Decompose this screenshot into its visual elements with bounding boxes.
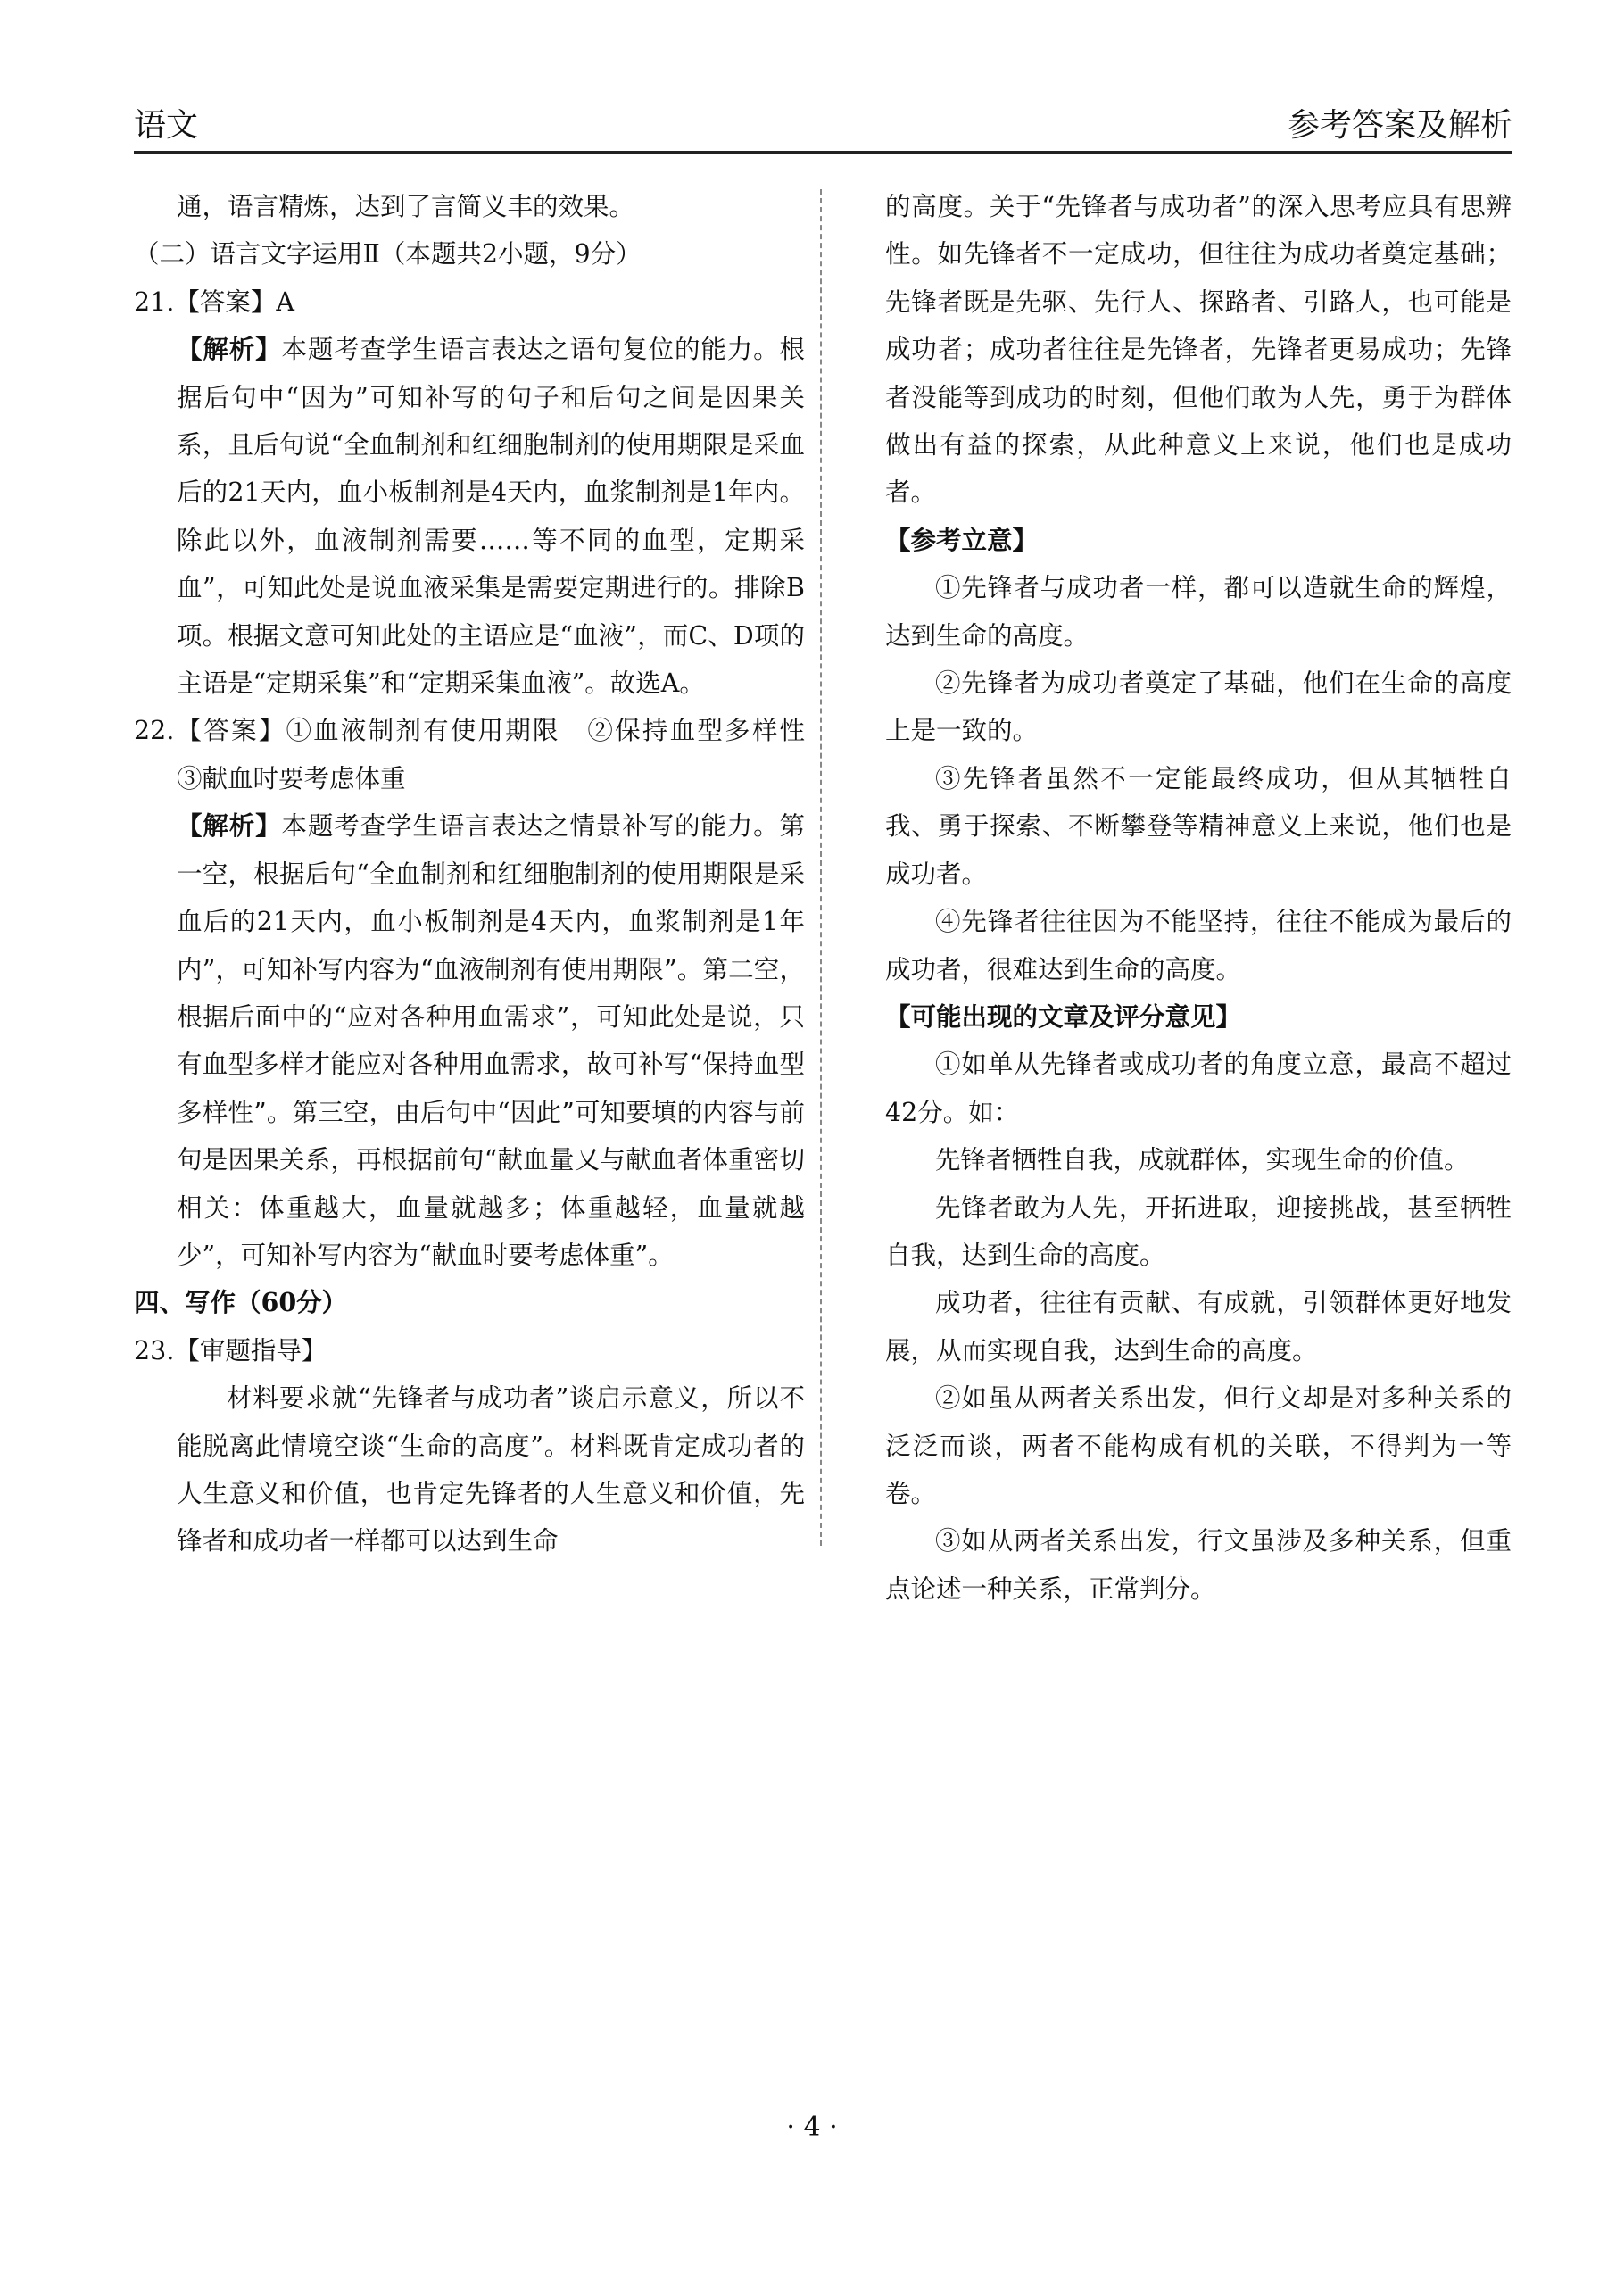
q23-guidance-continued: 的高度。关于“先锋者与成功者”的深入思考应具有思辨性。如先锋者不一定成功，但往往为成功者奠定基础；先锋者既是先驱、先行人、探路者、引路人，也可能是成功者；成功者往往是先锋者，先锋者更易成功；先锋者没能等到成功的时刻，但他们敢为人先，勇于为群体做出有益的探索，从此种意义上来说，他们也是成功者。 — [885, 192, 1512, 508]
q21-label: 21.【答案】 — [134, 286, 277, 317]
scoring-item-1: ①如单从先锋者或成功者的角度立意，最高不超过42分。如： — [885, 1050, 1512, 1127]
q22-answer-value: ①血液制剂有使用期限 ②保持血型多样性 ③献血时要考虑体重 — [177, 716, 831, 793]
header-subject: 语文 — [134, 107, 199, 144]
page-header — [134, 100, 1512, 154]
q22-analysis-text: 本题考查学生语言表达之情景补写的能力。第一空，根据后句“全血制剂和红细胞制剂的使用期限是采血后的21天内，血小板制剂是4天内，血浆制剂是1年内”，可知补写内容为“血液制剂有使用期限”。第二空，根据后面中的“应对各种用血需求”，可知此处是说，只有血型多样才能应对各种用血需求，故可补写“保持血型多样性”。第三空，由后句中“因此”可知要填的内容与前句是因果关系，再根据前句“献血量又与献血者体重密切相关：体重越大，血量就越多；体重越轻，血量就越少”，可知补写内容为“献血时要考虑体重”。 — [177, 811, 805, 1270]
q21-analysis-label: 【解析】 — [177, 334, 282, 365]
reference-idea-1: ①先锋者与成功者一样，都可以造就生命的辉煌，达到生命的高度。 — [885, 573, 1512, 651]
scoring-example-a: 先锋者牺牲自我，成就群体，实现生命的价值。 — [935, 1145, 1470, 1175]
column-divider — [820, 189, 822, 1546]
scoring-heading: 【可能出现的文章及评分意见】 — [885, 1000, 1242, 1032]
reference-ideas-heading: 【参考立意】 — [885, 524, 1039, 555]
q21-answer — [134, 278, 805, 326]
q22-answer — [134, 707, 831, 802]
section-heading-writing: 四、写作（60分） — [134, 1287, 348, 1318]
q22-analysis — [134, 802, 805, 1279]
reference-idea-3: ③先锋者虽然不一定能最终成功，但从其牺牲自我、勇于探索、不断攀登等精神意义上来说，他们也是成功者。 — [885, 763, 1512, 889]
scoring-item-2: ②如虽从两者关系出发，但行文却是对多种关系的泛泛而谈，两者不能构成有机的关联，不得判为一等卷。 — [885, 1383, 1512, 1508]
q21-analysis-text: 本题考查学生语言表达之语句复位的能力。根据后句中“因为”可知补写的句子和后句之间是因果关系，且后句说“全血制剂和红细胞制剂的使用期限是采血后的21天内，血小板制剂是4天内，血浆制剂是1年内。除此以外，血液制剂需要……等不同的血型，定期采血”，可知此处是说血液采集是需要定期进行的。排除B项。根据文意可知此处的主语应是“血液”，而C、D项的主语是“定期采集”和“定期采集血液”。故选A。 — [177, 335, 805, 699]
scoring-example-c: 成功者，往往有贡献、有成就，引领群体更好地发展，从而实现自我，达到生命的高度。 — [885, 1288, 1512, 1366]
scoring-item-3: ③如从两者关系出发，行文虽涉及多种关系，但重点论述一种关系，正常判分。 — [885, 1526, 1512, 1604]
q23-guidance: 材料要求就“先锋者与成功者”谈启示意义，所以不能脱离此情境空谈“生命的高度”。材料既肯定成功者的人生意义和价值，也肯定先锋者的人生意义和价值，先锋者和成功者一样都可以达到生命 — [177, 1383, 805, 1557]
continuation-paragraph: 通，语言精炼，达到了言简义丰的效果。 — [177, 192, 635, 221]
right-column — [885, 183, 1512, 1613]
q21-analysis — [134, 326, 805, 707]
q22-label: 22.【答案】 — [134, 716, 286, 746]
q22-analysis-label: 【解析】 — [177, 810, 282, 842]
q21-answer-value: A — [276, 286, 294, 317]
page-number: · 4 · — [786, 2112, 838, 2143]
scoring-example-b: 先锋者敢为人先，开拓进取，迎接挑战，甚至牺牲自我，达到生命的高度。 — [885, 1192, 1512, 1270]
header-title: 参考答案及解析 — [1287, 107, 1512, 144]
reference-idea-4: ④先锋者往往因为不能坚持，往往不能成为最后的成功者，很难达到生命的高度。 — [885, 907, 1512, 984]
q23-label: 23.【审题指导】 — [134, 1335, 327, 1366]
section-heading-language-2: （二）语言文字运用Ⅱ（本题共2小题，9分） — [134, 239, 642, 270]
reference-idea-2: ②先锋者为成功者奠定了基础，他们在生命的高度上是一致的。 — [885, 668, 1512, 746]
left-column — [134, 183, 831, 1565]
